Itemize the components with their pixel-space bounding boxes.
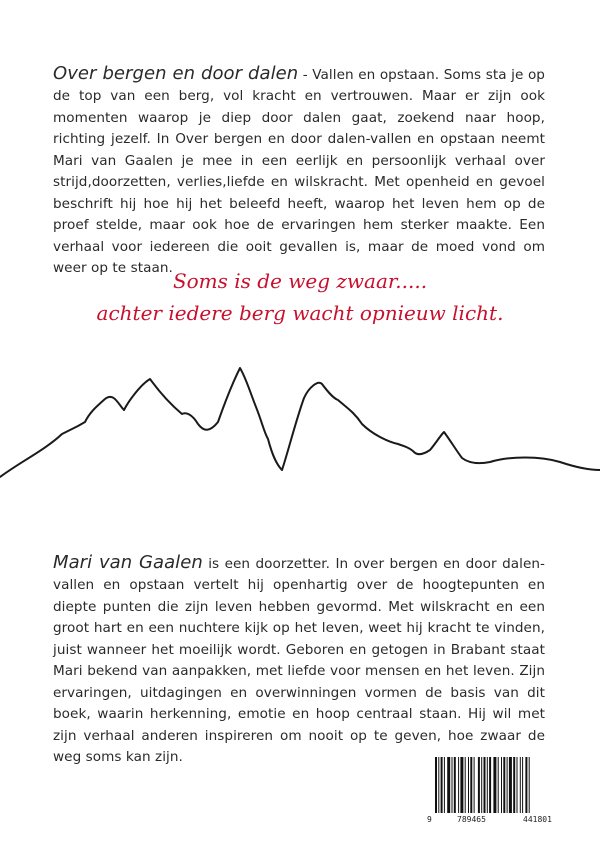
intro-text: - Vallen en opstaan. Soms sta je op de top van een berg, vol kracht en vertrouwen. Maar er zijn ook momenten waarop je diep door dalen gaat, zoekend naar hoop, richting jezelf. In Over bergen en door dalen-vallen en opstaan neemt Mari van Gaalen je mee in een eerlijk en persoonlijk verhaal over strijd,doorzetten, verlies,liefde en wilskracht. Met openheid en gevoel beschrift hij hoe hij het beleefd heeft, waarop het leven hem op de proef stelde, maar ook hoe de ervaringen hem sterker maakte. Een verhaal voor iedereen die ooit gevallen is, maar de moed vond om weer op te staan.: [53, 66, 545, 277]
mountain-range-line-art-icon: [0, 352, 600, 482]
barcode-digits: [427, 815, 577, 827]
quote-line-1: Soms is de weg zwaar.....: [172, 269, 428, 293]
barcode-bars: [427, 757, 577, 813]
barcode-digit-first: 9: [427, 815, 432, 824]
barcode-digit-group-2: 441801: [523, 815, 552, 824]
author-text: is een doorzetter. In over bergen en door dalen-vallen en opstaan vertelt hij openhartig over de hoogtepunten en diepte punten die zijn leven hebben gevormd. Met wilskracht en een groot hart en een nuchtere kijk op het leven, weet hij kracht te vinden, juist wanneer het moeilijk wordt. Geboren en getogen in Brabant staat Mari bekend van aanpakken, met liefde voor mensen en het leven. Zijn ervaringen, uitdagingen en overwinningen vormen de basis van dit boek, waarin herkenning, emotie en hoop centraal staan. Hij wil met zijn verhaal anderen inspireren om nooit op te geven, hoe zwaar de weg soms kan zijn.: [53, 555, 545, 766]
author-paragraph: [53, 552, 545, 769]
quote-line-2: achter iedere berg wacht opnieuw licht.: [96, 301, 504, 325]
isbn-barcode: [427, 757, 577, 824]
intro-paragraph: [53, 63, 545, 280]
author-name: Mari van Gaalen: [53, 551, 203, 573]
intro-title: Over bergen en door dalen: [53, 62, 299, 84]
barcode-digit-group-1: 789465: [457, 815, 486, 824]
